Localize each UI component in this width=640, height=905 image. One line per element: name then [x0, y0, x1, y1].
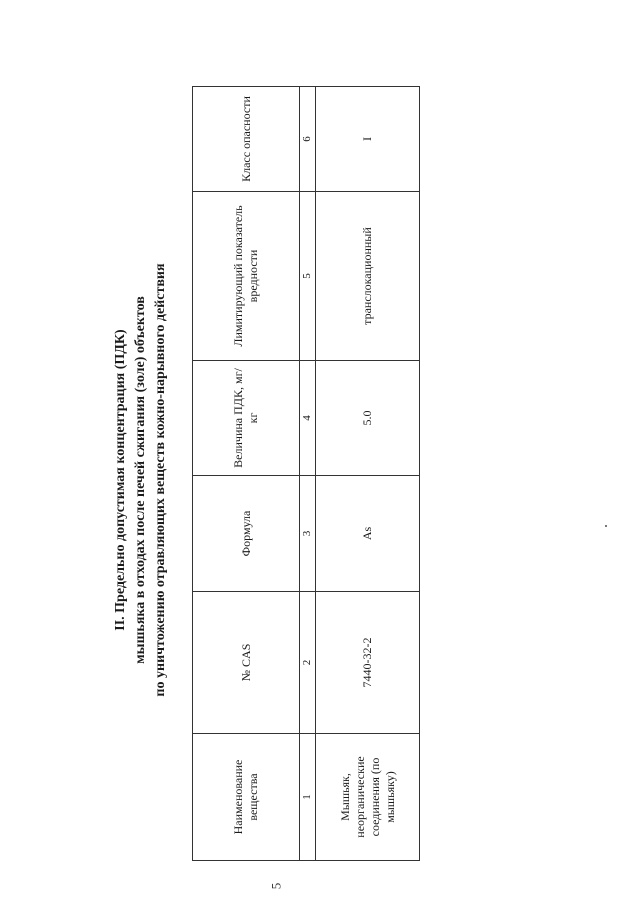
- header-hazard-class: Класс опасности: [193, 87, 300, 192]
- header-limiting-indicator: Лимитирующий показатель вредности: [193, 192, 300, 361]
- table-header-row: [193, 87, 300, 861]
- table-number-row: [300, 87, 316, 861]
- heading-line-2: мышьяка в отходах после печей сжигания (золе) объектов: [133, 296, 148, 664]
- heading-line-3: по уничтожению отравляющих веществ кожно-нарывного действия: [153, 263, 168, 697]
- pdk-table: [192, 86, 420, 861]
- header-substance-name: Наименование вещества: [193, 734, 300, 861]
- cell-cas-number: 7440-32-2: [316, 592, 420, 734]
- column-number: 2: [300, 592, 316, 734]
- rotated-page-content: [100, 75, 540, 885]
- header-pdk-value: Величина ПДК, мг/кг: [193, 361, 300, 476]
- column-number: 3: [300, 476, 316, 592]
- cell-limiting-indicator: транслокационный: [316, 192, 420, 361]
- column-number: 5: [300, 192, 316, 361]
- column-number: 4: [300, 361, 316, 476]
- header-cas-number: № CAS: [193, 592, 300, 734]
- column-number: 1: [300, 734, 316, 861]
- cell-substance-name: Мышьяк, неорганические соединения (по мышьяку): [316, 734, 420, 861]
- page-number: 5: [268, 882, 284, 890]
- scan-speck: [605, 525, 607, 527]
- cell-pdk-value: 5.0: [316, 361, 420, 476]
- table-row: [316, 87, 420, 861]
- cell-hazard-class: I: [316, 87, 420, 192]
- heading-line-1: II. Предельно допустимая концентрация (ПДК): [113, 329, 128, 631]
- section-heading: [111, 75, 171, 885]
- column-number: 6: [300, 87, 316, 192]
- header-formula: Формула: [193, 476, 300, 592]
- cell-formula: As: [316, 476, 420, 592]
